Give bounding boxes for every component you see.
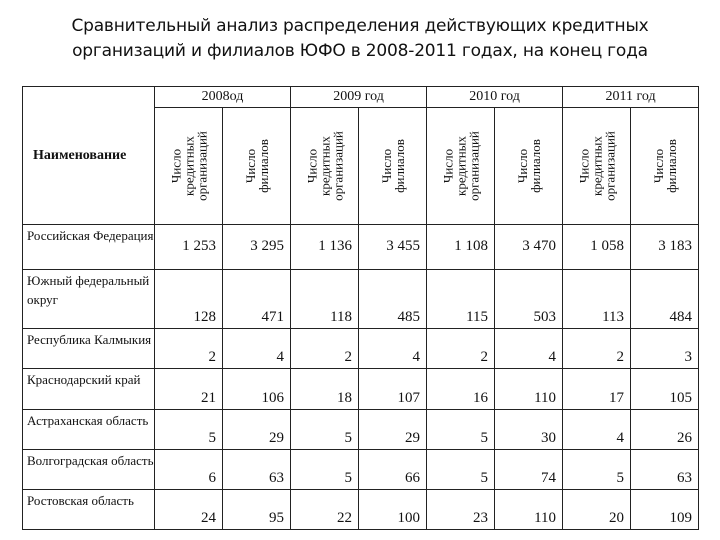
table-row [23, 329, 699, 369]
value-cell: 5 [563, 450, 631, 490]
col-header-label: Число кредитных организаций [576, 131, 618, 201]
value-cell: 5 [291, 450, 359, 490]
region-name: Республика Калмыкия [23, 329, 155, 369]
value-cell: 3 455 [359, 225, 427, 270]
value-cell: 5 [155, 410, 223, 450]
region-name: Российская Федерация [23, 225, 155, 270]
col-header-orgs-2009 [291, 108, 359, 225]
value-cell: 4 [359, 329, 427, 369]
name-column-header: Наименование [23, 87, 155, 225]
value-cell: 30 [495, 410, 563, 450]
table-row [23, 490, 699, 530]
value-cell: 23 [427, 490, 495, 530]
col-header-branches-2008 [223, 108, 291, 225]
value-cell: 2 [155, 329, 223, 369]
value-cell: 2 [563, 329, 631, 369]
value-cell: 5 [427, 450, 495, 490]
col-header-branches-2010 [495, 108, 563, 225]
region-name: Южный федеральный округ [23, 270, 155, 329]
region-name: Ростовская область [23, 490, 155, 530]
value-cell: 106 [223, 369, 291, 410]
year-header-2009: 2009 год [291, 87, 427, 108]
col-header-label: Число кредитных организаций [304, 131, 346, 201]
title-line-1: Сравнительный анализ распределения действующих кредитных [71, 16, 649, 36]
region-name: Астраханская область [23, 410, 155, 450]
data-table [22, 86, 699, 530]
value-cell: 485 [359, 270, 427, 329]
value-cell: 63 [223, 450, 291, 490]
value-cell: 2 [291, 329, 359, 369]
col-header-branches-2011 [631, 108, 699, 225]
col-header-label: Число кредитных организаций [440, 131, 482, 201]
col-header-label: Число кредитных организаций [168, 131, 209, 201]
value-cell: 503 [495, 270, 563, 329]
value-cell: 29 [223, 410, 291, 450]
value-cell: 1 058 [563, 225, 631, 270]
value-cell: 20 [563, 490, 631, 530]
table-row [23, 410, 699, 450]
year-header-2008: 2008од [155, 87, 291, 108]
year-header-2011: 2011 год [563, 87, 699, 108]
value-cell: 3 470 [495, 225, 563, 270]
value-cell: 1 253 [155, 225, 223, 270]
col-header-label: Число филиалов [514, 139, 543, 193]
value-cell: 1 108 [427, 225, 495, 270]
value-cell: 5 [291, 410, 359, 450]
value-cell: 6 [155, 450, 223, 490]
value-cell: 100 [359, 490, 427, 530]
value-cell: 5 [427, 410, 495, 450]
col-header-label: Число филиалов [650, 139, 679, 193]
value-cell: 16 [427, 369, 495, 410]
value-cell: 118 [291, 270, 359, 329]
value-cell: 18 [291, 369, 359, 410]
table-row [23, 225, 699, 270]
value-cell: 26 [631, 410, 699, 450]
table-row [23, 450, 699, 490]
value-cell: 109 [631, 490, 699, 530]
value-cell: 107 [359, 369, 427, 410]
value-cell: 484 [631, 270, 699, 329]
region-name: Волгоградская область [23, 450, 155, 490]
value-cell: 110 [495, 369, 563, 410]
value-cell: 29 [359, 410, 427, 450]
value-cell: 63 [631, 450, 699, 490]
value-cell: 17 [563, 369, 631, 410]
value-cell: 3 295 [223, 225, 291, 270]
year-header-2010: 2010 год [427, 87, 563, 108]
value-cell: 110 [495, 490, 563, 530]
value-cell: 74 [495, 450, 563, 490]
value-cell: 115 [427, 270, 495, 329]
col-header-label: Число филиалов [378, 139, 407, 193]
col-header-branches-2009 [359, 108, 427, 225]
col-header-orgs-2011 [563, 108, 631, 225]
region-name: Краснодарский край [23, 369, 155, 410]
col-header-orgs-2008 [155, 108, 223, 225]
col-header-label: Число филиалов [242, 139, 271, 193]
value-cell: 95 [223, 490, 291, 530]
table-row [23, 270, 699, 329]
value-cell: 113 [563, 270, 631, 329]
value-cell: 22 [291, 490, 359, 530]
value-cell: 471 [223, 270, 291, 329]
value-cell: 4 [223, 329, 291, 369]
value-cell: 66 [359, 450, 427, 490]
value-cell: 1 136 [291, 225, 359, 270]
value-cell: 3 183 [631, 225, 699, 270]
page-title [0, 14, 720, 64]
value-cell: 3 [631, 329, 699, 369]
value-cell: 21 [155, 369, 223, 410]
col-header-orgs-2010 [427, 108, 495, 225]
value-cell: 4 [495, 329, 563, 369]
table-row [23, 369, 699, 410]
year-header-row [23, 87, 699, 108]
title-line-2: организаций и филиалов ЮФО в 2008-2011 годах, на конец года [72, 41, 648, 61]
value-cell: 2 [427, 329, 495, 369]
value-cell: 24 [155, 490, 223, 530]
value-cell: 4 [563, 410, 631, 450]
value-cell: 128 [155, 270, 223, 329]
value-cell: 105 [631, 369, 699, 410]
